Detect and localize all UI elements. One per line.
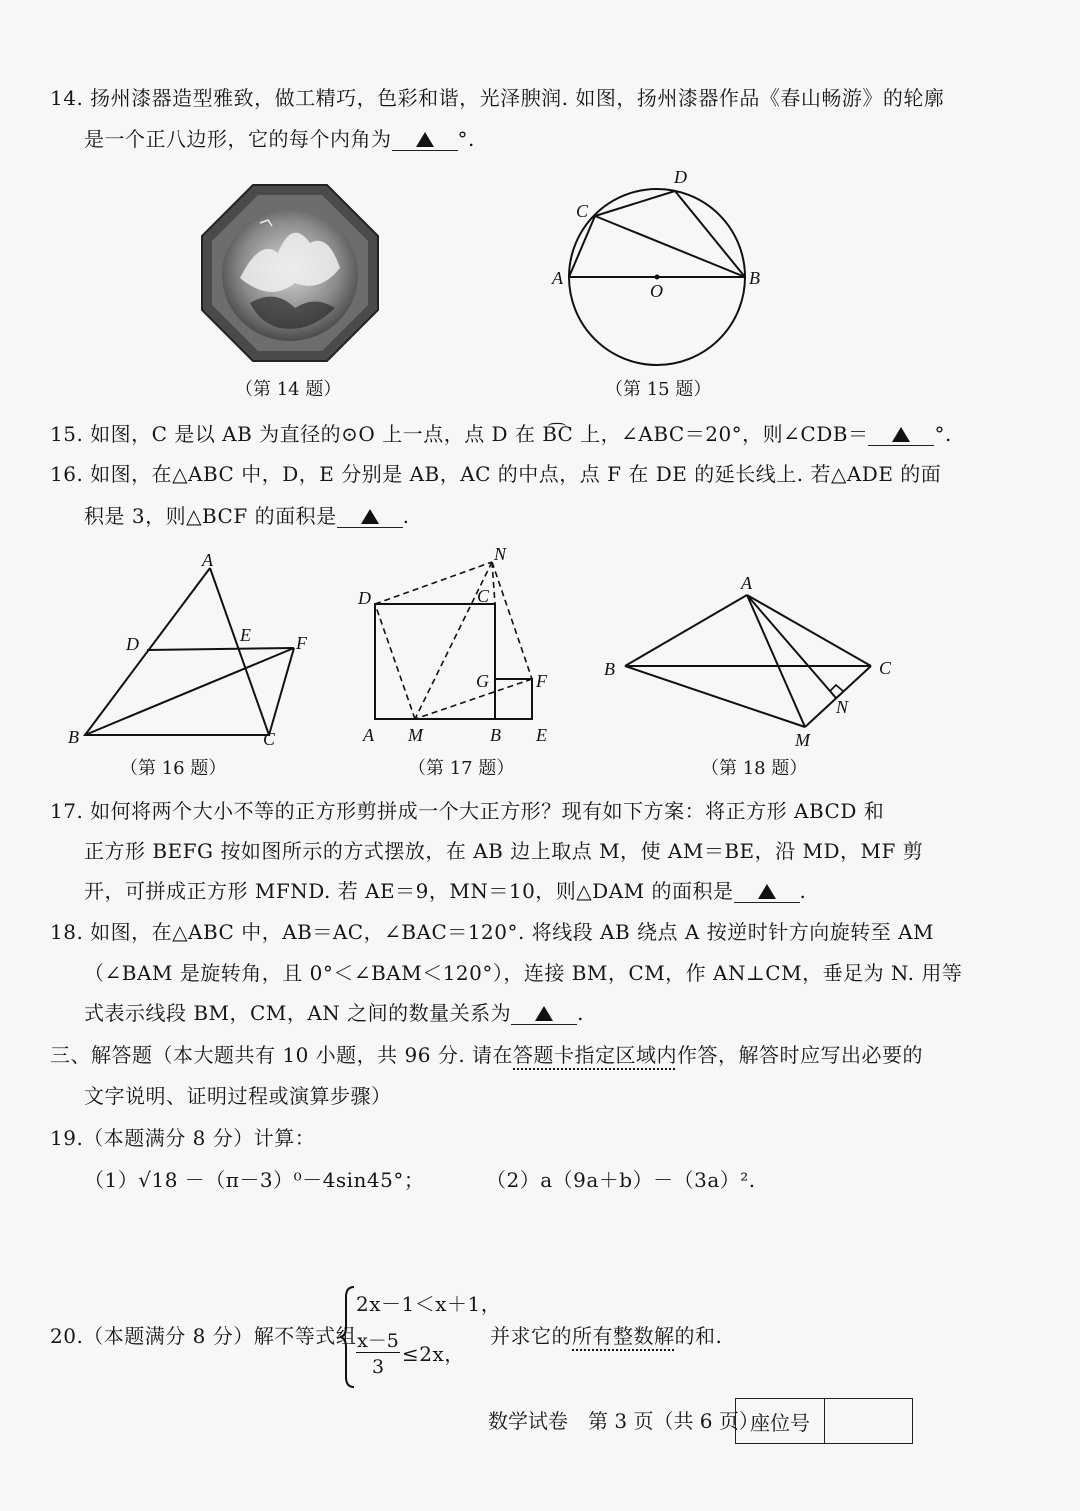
label-B: B (490, 725, 501, 745)
label-N: N (836, 697, 849, 717)
answer-blank (337, 505, 403, 528)
figure-14-octagon-lacquer (200, 183, 380, 363)
label-A: A (741, 573, 752, 593)
label-B: B (604, 659, 615, 679)
label-D: D (126, 634, 139, 654)
q14-suffix: °. (457, 127, 475, 151)
triangle-icon (416, 132, 434, 147)
q16-line2 (84, 502, 409, 530)
label-A: A (363, 725, 374, 745)
caption-17: （第 17 题） (408, 758, 515, 779)
q16-suffix: . (402, 504, 410, 528)
q18-line3 (84, 999, 584, 1027)
answer-blank (734, 880, 800, 903)
q16-line1: 16. 如图，在△ABC 中，D，E 分别是 AB，AC 的中点，点 F 在 DE 的延长线上. 若△ADE 的面 (50, 462, 942, 486)
label-C: C (576, 201, 589, 221)
triangle-icon (535, 1006, 553, 1021)
q18-suffix: . (577, 1001, 584, 1025)
page-footer: 数学试卷 第 3 页（共 6 页） (488, 1409, 759, 1433)
label-B: B (749, 268, 760, 288)
caption-15: （第 15 题） (605, 379, 712, 400)
q18-line1: 18. 如图，在△ABC 中，AB＝AC，∠BAC＝120°. 将线段 AB 绕点 A 按逆时针方向旋转至 AM (50, 920, 934, 944)
label-E: E (536, 725, 547, 745)
figure-17-squares (355, 540, 570, 755)
q19-header: 19.（本题满分 8 分）计算： (50, 1126, 316, 1150)
q20-prefix: 20.（本题满分 8 分）解不等式组 (50, 1324, 357, 1348)
q17-line1: 17. 如何将两个大小不等的正方形剪拼成一个大正方形？现有如下方案：将正方形 ABCD 和 (50, 799, 885, 823)
q20-inequality-2-rest: ≤2x， (402, 1342, 465, 1366)
q20-suffix-a: 并求它的 (490, 1324, 572, 1348)
q19-part2: （2）a（9a＋b）－（3a）². (486, 1168, 756, 1192)
q14-line2 (84, 125, 475, 153)
q18-line3-text: 式表示线段 BM，CM，AN 之间的数量关系为 (84, 1001, 512, 1025)
q17-line3-text: 开，可拼成正方形 MFND. 若 AE＝9，MN＝10，则△DAM 的面积是 (84, 879, 734, 903)
q20-emphasis: 所有整数解 (572, 1324, 675, 1348)
label-E: E (240, 625, 251, 645)
seat-number-field[interactable] (825, 1399, 912, 1443)
label-N: N (494, 544, 507, 564)
seat-number-box (735, 1398, 913, 1444)
label-M: M (408, 725, 423, 745)
q20-inequality-1: 2x－1＜x＋1， (356, 1292, 502, 1316)
seat-number-label: 座位号 (736, 1399, 825, 1443)
label-F: F (296, 633, 307, 653)
q15-line (50, 420, 952, 448)
label-C: C (477, 586, 490, 606)
section3-line1 (50, 1041, 923, 1069)
label-C: C (879, 658, 892, 678)
triangle-icon (361, 509, 379, 524)
figure-16-triangle (60, 548, 330, 753)
figure-15-circle (540, 165, 770, 375)
q20-suffix-c: 的和. (674, 1324, 723, 1348)
label-F: F (536, 671, 547, 691)
section3-part-a: 三、解答题（本大题共有 10 小题，共 96 分. 请在 (50, 1043, 514, 1067)
q20-fraction-numerator: x－5 (357, 1330, 399, 1352)
q15-text: 15. 如图，C 是以 AB 为直径的⊙O 上一点，点 D 在 B͡C 上，∠ABC＝20°，则∠CDB＝ (50, 422, 869, 446)
label-D: D (674, 167, 687, 187)
q17-line2: 正方形 BEFG 按如图所示的方式摆放，在 AB 边上取点 M，使 AM＝BE，沿 MD，MF 剪 (84, 839, 924, 863)
q20-suffix (490, 1322, 722, 1350)
q18-line2: （∠BAM 是旋转角，且 0°＜∠BAM＜120°），连接 BM，CM，作 AN⊥CM，垂足为 N. 用等 (84, 961, 963, 985)
caption-14: （第 14 题） (235, 379, 342, 400)
label-M: M (795, 730, 810, 750)
section3-emphasis: 答题卡指定区域内 (513, 1043, 678, 1067)
q15-suffix: °. (934, 422, 952, 446)
triangle-icon (892, 427, 910, 442)
q17-suffix: . (799, 879, 807, 903)
triangle-icon (758, 884, 776, 899)
section3-line2: 文字说明、证明过程或演算步骤） (84, 1084, 392, 1108)
label-A: A (202, 550, 213, 570)
label-A: A (552, 268, 563, 288)
q16-line2-text: 积是 3，则△BCF 的面积是 (84, 504, 337, 528)
caption-18: （第 18 题） (701, 758, 808, 779)
caption-16: （第 16 题） (120, 758, 227, 779)
q14-line2-text: 是一个正八边形，它的每个内角为 (84, 127, 392, 151)
label-O: O (650, 281, 663, 301)
answer-blank (392, 128, 458, 151)
answer-blank (511, 1002, 577, 1025)
figure-18-triangle (595, 570, 905, 755)
q17-line3 (84, 877, 806, 905)
q19-part1: （1）√18 －（π－3）⁰－4sin45°； (84, 1168, 425, 1192)
section3-part-c: 作答，解答时应写出必要的 (677, 1043, 924, 1067)
q20-fraction-denominator: 3 (371, 1356, 385, 1378)
label-B: B (68, 727, 79, 747)
label-D: D (358, 588, 371, 608)
q14-line1: 14. 扬州漆器造型雅致，做工精巧，色彩和谐，光泽腴润. 如图，扬州漆器作品《春山畅游》的轮廓 (50, 86, 945, 110)
answer-blank (868, 423, 934, 446)
label-C: C (263, 729, 276, 749)
label-G: G (476, 671, 489, 691)
brace-icon (338, 1285, 356, 1389)
